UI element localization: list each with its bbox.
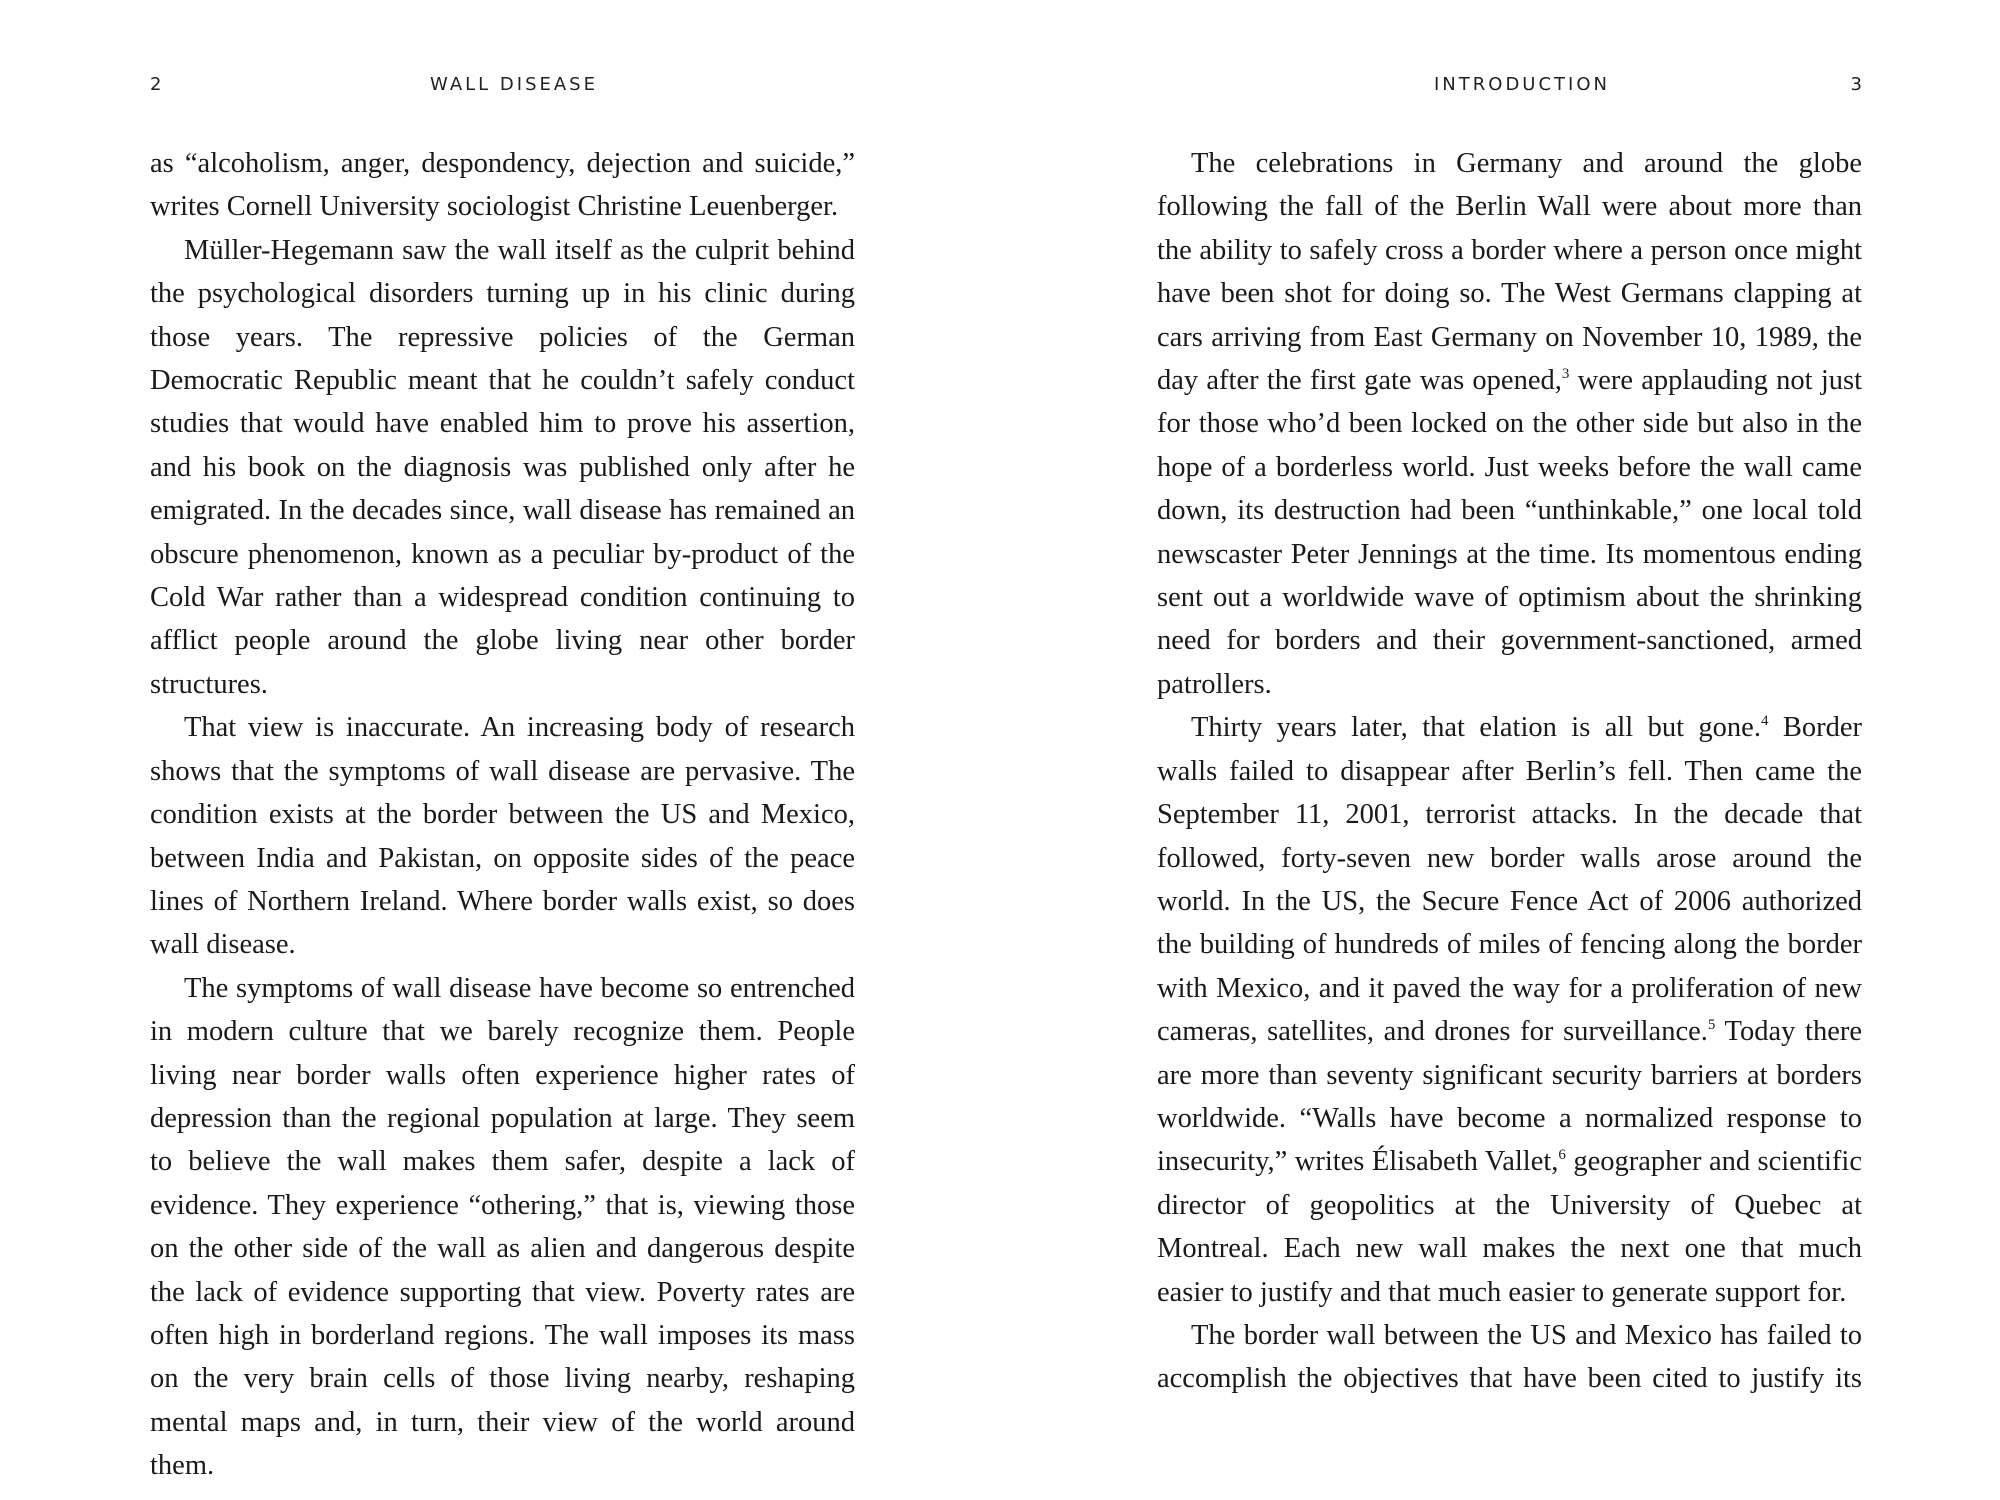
paragraph-text: were applauding not just for those who’d been locked on the other side but also in the hope of a borderless world. Just weeks before the wall came down, its destruction had been “unthinkable,” one local told newscaster Peter Jennings at the time. Its momentous ending sent out a worldwide wave of optimism about the shrinking need for borders and their government-sanctioned, armed patrollers.	[1157, 365, 1863, 700]
paragraph	[1157, 706, 1862, 1314]
running-head-title-left: WALL DISEASE	[430, 74, 598, 95]
paragraph-text: Today there are more than seventy significant security barriers at borders worldwide. “Walls have become a normalized response to insecurity,” writes Élisabeth Vallet,	[1157, 1016, 1863, 1178]
paragraph	[1157, 142, 1862, 706]
paragraph-text: Border walls failed to disappear after Berlin’s fell. Then came the September 11, 2001, terrorist attacks. In the decade that followed, forty-seven new border walls arose around the world. In the US, the Secure Fence Act of 2006 authorized the building of hundreds of miles of fencing along the border with Mexico, and it paved the way for a proliferation of new cameras, satellites, and drones for surveillance.	[1157, 712, 1862, 1048]
footnote-marker: 5	[1707, 1017, 1716, 1034]
running-head-title-right: INTRODUCTION	[1434, 74, 1610, 95]
paragraph: The symptoms of wall disease have become so entrenched in modern culture that we barely recognize them. People living near border walls often experience higher rates of depression than the regional population at large. They seem to believe the wall makes them safer, despite a lack of evidence. They experience “othering,” that is, viewing those on the other side of the wall as alien and dangerous despite the lack of evidence supporting that view. Poverty rates are often high in borderland regions. The wall imposes its mass on the very brain cells of those living nearby, reshaping mental maps and, in turn, their view of the world around them.	[150, 972, 855, 1482]
paragraph-text: The celebrations in Germany and around the globe following the fall of the Berlin Wall were about more than the ability to safely cross a border where a person once might have been shot for doing so. The West Germans clapping at cars arriving from East Germany on November 10, 1989, the day after the first gate was opened,	[1157, 148, 1862, 397]
running-head-right	[1157, 74, 1862, 104]
right-page-body	[1157, 142, 1862, 1401]
paragraph: Müller-Hegemann saw the wall itself as the culprit behind the psychological disorders turning up in his clinic during those years. The repressive policies of the German Democratic Republic meant that he couldn’t safely conduct studies that would have enabled him to prove his assertion, and his book on the diagnosis was published only after he emigrated. In the decades since, wall disease has remained an obscure phenomenon, known as a peculiar by-product of the Cold War rather than a widespread condition continuing to afflict people around the globe living near other border structures.	[150, 234, 855, 700]
paragraph: That view is inaccurate. An increasing body of research shows that the symptoms of wall disease are pervasive. The condition exists at the border between the US and Mexico, between India and Pakistan, on opposite sides of the peace lines of Northern Ireland. Where border walls exist, so does wall disease.	[150, 712, 855, 961]
paragraph: as “alcoholism, anger, despondency, dejection and suicide,” writes Cornell University sociologist Christine Leuenberger.	[150, 148, 855, 223]
left-page-body	[150, 142, 855, 1488]
running-head-left	[150, 74, 855, 104]
paragraph-text: Thirty years later, that elation is all but gone.	[1191, 712, 1761, 744]
left-page	[150, 0, 855, 1500]
paragraph-text: geographer and scientific director of geopolitics at the University of Quebec at Montreal. Each new wall makes the next one that much easier to justify and that much easier to generate support for.	[1157, 1146, 1862, 1308]
page-number-left: 2	[150, 74, 162, 95]
footnote-marker: 6	[1558, 1147, 1566, 1164]
right-page	[1157, 0, 1862, 1500]
footnote-marker: 4	[1760, 713, 1769, 730]
footnote-marker: 3	[1561, 366, 1570, 383]
page-number-right: 3	[1850, 74, 1862, 95]
paragraph: The border wall between the US and Mexico has failed to accomplish the objectives that have been cited to justify its	[1157, 1319, 1862, 1395]
